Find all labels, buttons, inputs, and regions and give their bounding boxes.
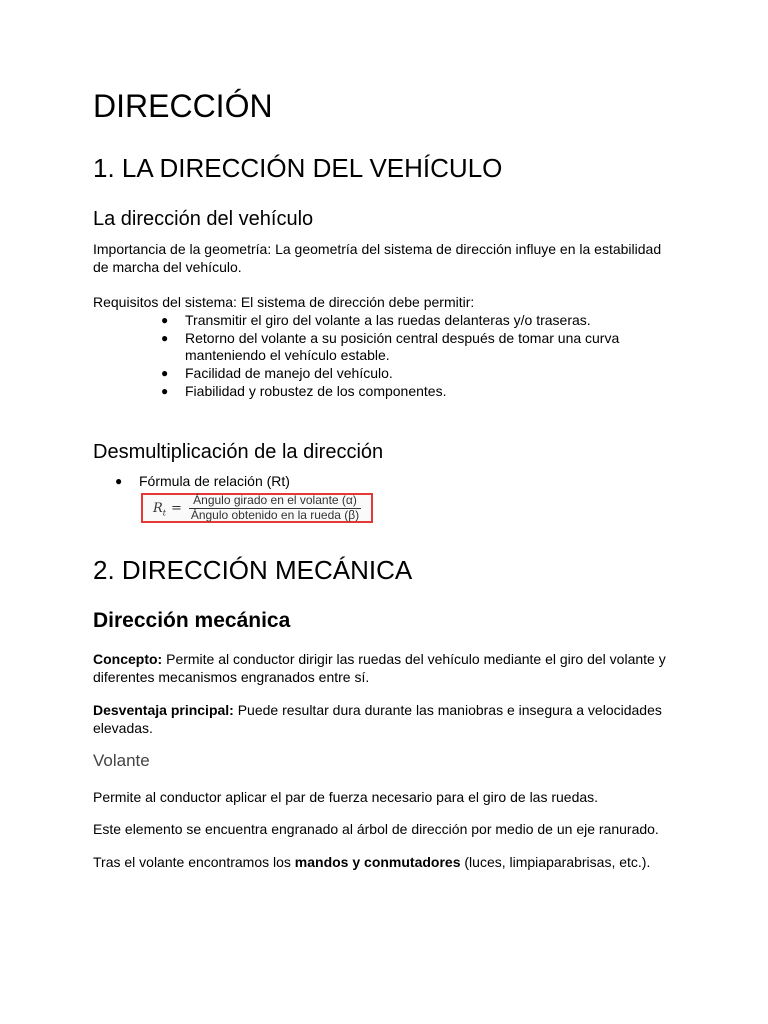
desventaja-label: Desventaja principal: — [93, 702, 234, 718]
concepto-label: Concepto: — [93, 651, 163, 667]
concepto-paragraph-line-1: Concepto: Permite al conductor dirigir las ruedas del vehículo mediante el giro del volante y — [93, 651, 666, 667]
section-2-subheading: Dirección mecánica — [93, 609, 291, 632]
requisito-item: Transmitir el giro del volante a las ruedas delanteras y/o traseras. — [185, 312, 591, 328]
formula-bullet-text: Fórmula de relación (Rt) — [139, 473, 290, 489]
geometria-paragraph-line-2: de marcha del vehículo. — [93, 259, 242, 275]
concepto-paragraph-line-2: diferentes mecanismos engranados entre sí. — [93, 669, 370, 685]
requisitos-intro: Requisitos del sistema: El sistema de dirección debe permitir: — [93, 294, 475, 310]
volante-heading: Volante — [93, 751, 150, 770]
bullet-icon: ● — [161, 331, 169, 345]
formula-lhs: $R_t$ — [153, 501, 167, 518]
requisito-item-continuation: manteniendo el vehículo estable. — [185, 347, 390, 363]
requisito-item: Facilidad de manejo del vehículo. — [185, 365, 393, 381]
section-2-heading: 2. DIRECCIÓN MECÁNICA — [93, 555, 413, 585]
bullet-icon: ● — [161, 384, 169, 398]
desventaja-paragraph-line-1: Desventaja principal: Puede resultar dura durante las maniobras e insegura a velocidades — [93, 702, 662, 718]
formula-numerator: Ángulo girado en el volante (α) — [193, 493, 357, 507]
formula-denominator: Ángulo obtenido en la rueda (β) — [190, 508, 360, 522]
document-title: DIRECCIÓN — [93, 88, 273, 124]
bullet-icon: ● — [161, 313, 169, 327]
bullet-icon: ● — [161, 366, 169, 380]
requisito-item: Retorno del volante a su posición central después de tomar una curva — [185, 330, 620, 346]
requisito-item: Fiabilidad y robustez de los componentes. — [185, 383, 447, 399]
volante-paragraph-3: Tras el volante encontramos los mandos y conmutadores (luces, limpiaparabrisas, etc.). — [93, 854, 651, 870]
volante-paragraph-2: Este elemento se encuentra engranado al árbol de dirección por medio de un eje ranurado. — [93, 821, 659, 837]
bullet-icon: ● — [115, 474, 123, 488]
desventaja-paragraph-line-2: elevadas. — [93, 720, 153, 736]
formula-image — [141, 493, 373, 523]
formula-equals: = — [171, 501, 182, 516]
desmultiplicacion-subheading: Desmultiplicación de la dirección — [93, 441, 384, 463]
section-1-heading: 1. LA DIRECCIÓN DEL VEHÍCULO — [93, 153, 503, 183]
mandos-bold: mandos y conmutadores — [294, 854, 461, 870]
geometria-paragraph-line-1: Importancia de la geometría: La geometría del sistema de dirección influye en la estabilidad — [93, 241, 662, 257]
section-1-subheading: La dirección del vehículo — [93, 208, 314, 230]
volante-paragraph-1: Permite al conductor aplicar el par de fuerza necesario para el giro de las ruedas. — [93, 789, 599, 805]
